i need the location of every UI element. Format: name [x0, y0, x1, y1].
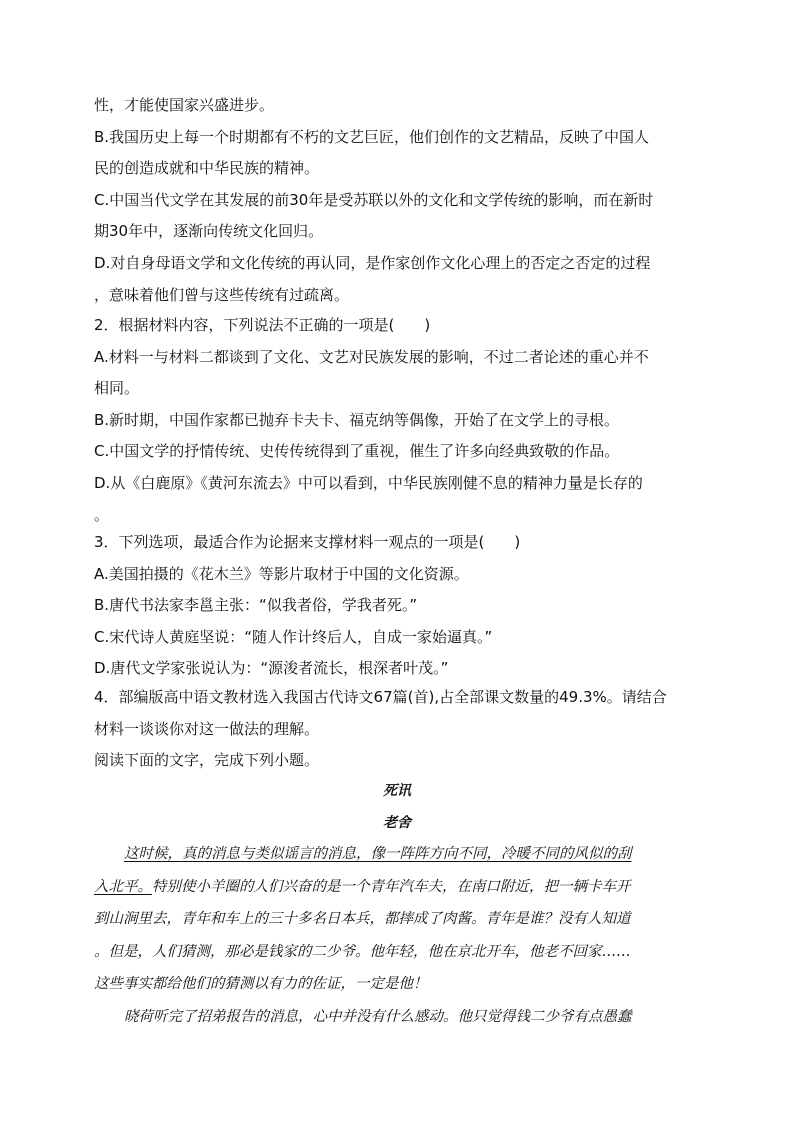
option-a: A.美国拍摄的《花木兰》等影片取材于中国的文化资源。 [94, 564, 469, 583]
text-line: 性，才能使国家兴盛进步。 [94, 96, 275, 114]
option-b: B.唐代书法家李邕主张：“似我者俗，学我者死。” [94, 596, 418, 615]
underlined-text: 这时候，真的消息与类似谣言的消息，像一阵阵方向不同，冷暖不同的风似的刮 [124, 846, 632, 862]
option-c: C.宋代诗人黄庭坚说：“随人作计终后人，自成一家始逼真。” [94, 627, 493, 646]
option-c: C.中国文学的抒情传统、史传传统得到了重视，催生了许多向经典致敬的作品。 [94, 442, 620, 461]
option-d: D.唐代文学家张说认为：“源浚者流长，根深者叶茂。” [94, 659, 449, 678]
option-b: B.新时期，中国作家都已抛弃卡夫卡、福克纳等偶像，开始了在文学上的寻根。 [94, 410, 620, 429]
question-4 [94, 682, 702, 745]
question-2 [94, 310, 702, 531]
story-line [94, 871, 702, 904]
story-author: 老舍 [383, 815, 411, 831]
story-line: 晓荷听完了招弟报告的消息，心中并没有什么感动。他只觉得钱二少爷有点愚蠢 [124, 1008, 632, 1025]
question-stem: 2．根据材料内容，下列说法不正确的一项是( ) [94, 316, 431, 334]
option-d: D.从《白鹿原》《黄河东流去》中可以看到，中华民族刚健不息的精神力量是长存的 [94, 473, 643, 492]
question-stem: 3．下列选项，最适合作为论据来支撑材料一观点的一项是( ) [94, 533, 521, 551]
story-title: 死讯 [383, 783, 411, 799]
option-c: C.中国当代文学在其发展的前30年是受苏联以外的文化和文学传统的影响，而在新时 [94, 190, 654, 209]
story-text: 特别使小羊圈的人们兴奋的是一个青年汽车夫，在南口附近，把一辆卡车开 [152, 878, 631, 895]
reading-instruction: 阅读下面的文字，完成下列小题。 [94, 751, 320, 769]
option-c-cont: 期30年中，逐渐向传统文化回归。 [94, 222, 324, 241]
option-a-cont: 相同。 [94, 379, 140, 398]
story-line: 这些事实都给他们的猜测以有力的佐证，一定是他！ [94, 976, 428, 992]
story-line [94, 838, 702, 871]
question-stem-cont: 材料一谈谈你对这一做法的理解。 [94, 719, 320, 738]
option-b-cont: 民的创造成就和中华民族的精神。 [94, 159, 320, 178]
story-line: 到山涧里去，青年和车上的三十多名日本兵，都摔成了肉酱。青年是谁？没有人知道 [94, 911, 631, 927]
question-stem: 4．部编版高中语文教材选入我国古代诗文67篇(首),占全部课文数量的49.3%。请结合 [94, 688, 667, 706]
question-3 [94, 527, 702, 685]
story-line: 。但是，人们猜测，那必是钱家的二少爷。他年轻，他在京北开车，他老不回家…… [94, 943, 631, 960]
underlined-text: 入北平。 [94, 878, 152, 895]
option-a: A.材料一与材料二都谈到了文化、文艺对民族发展的影响，不过二者论述的重心并不 [94, 347, 649, 366]
option-d: D.对自身母语文学和文化传统的再认同，是作家创作文化心理上的否定之否定的过程 [94, 253, 651, 272]
story-passage [94, 838, 702, 1033]
option-d-cont: 。 [94, 505, 110, 524]
question1-options [94, 90, 702, 311]
option-b: B.我国历史上每一个时期都有不朽的文艺巨匠，他们创作的文艺精品，反映了中国人 [94, 127, 650, 146]
option-d-cont: ，意味着他们曾与这些传统有过疏离。 [94, 285, 350, 304]
